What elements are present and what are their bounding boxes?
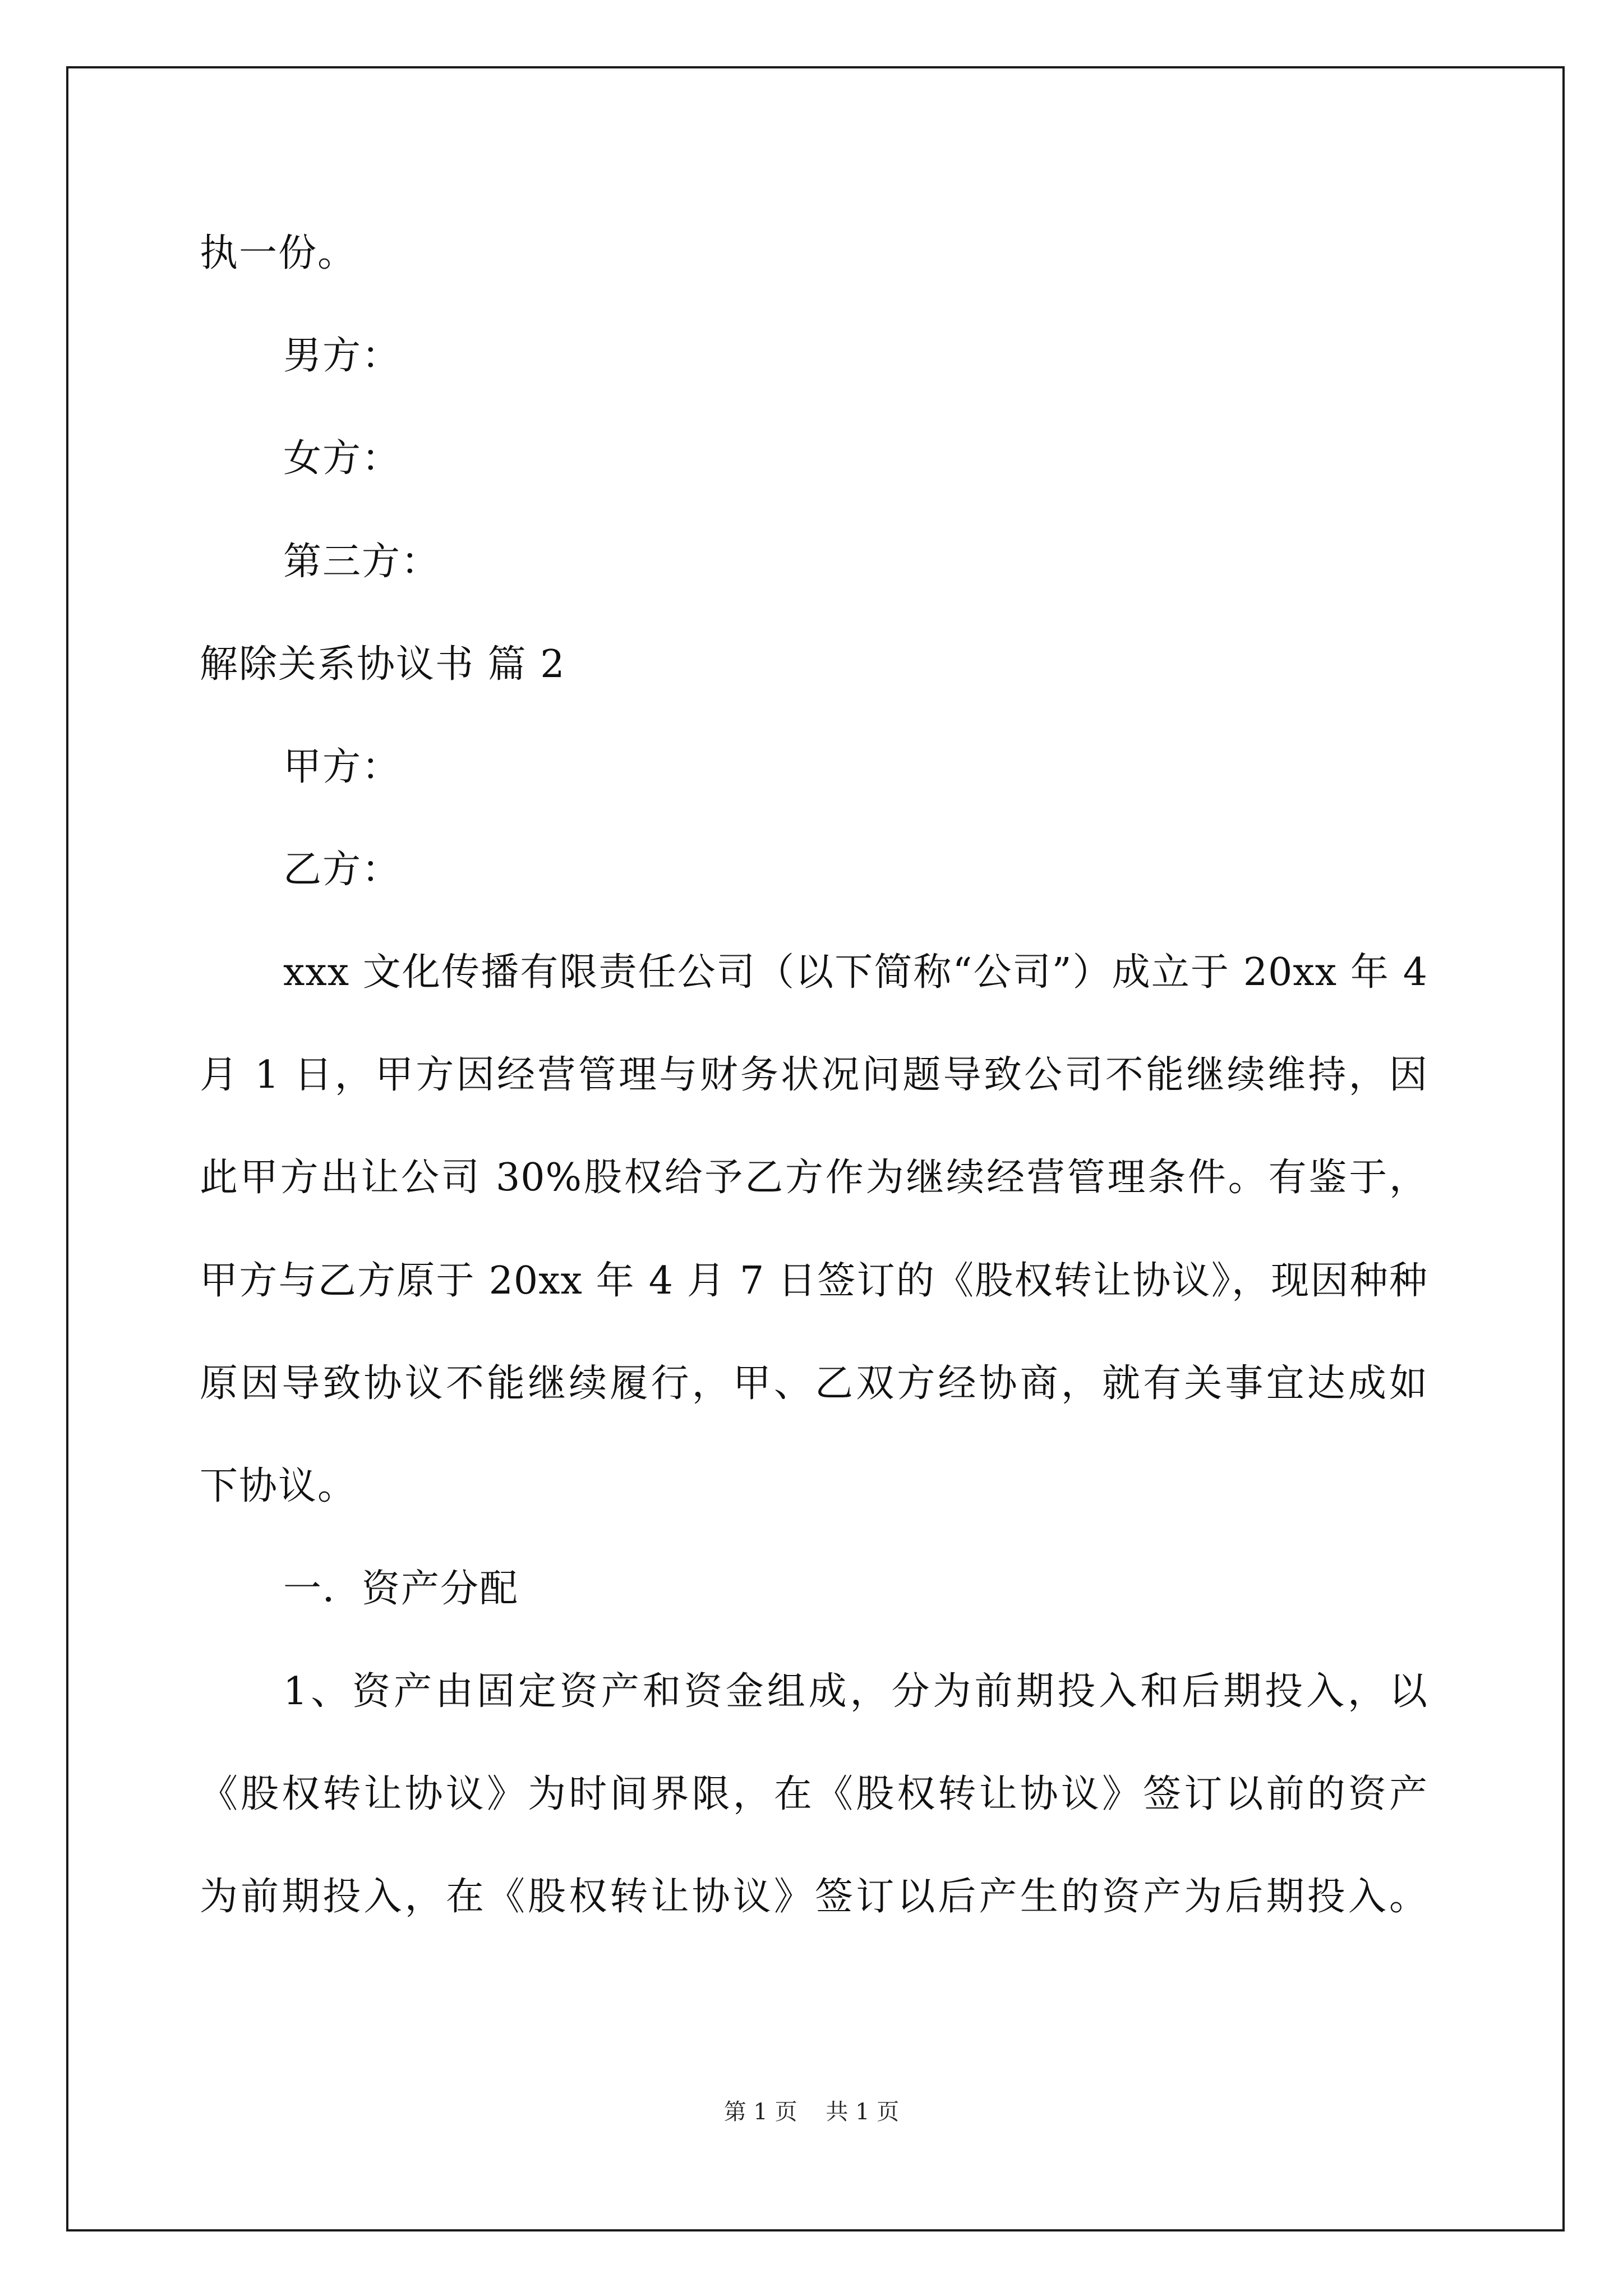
body-paragraph-line: 原因导致协议不能继续履行，甲、乙双方经协商，就有关事宜达成如 <box>200 1361 1428 1406</box>
body-paragraph-line: 月 1 日，甲方因经营管理与财务状况问题导致公司不能继续维持，因 <box>200 1053 1428 1097</box>
body-paragraph-line: 甲方与乙方原于 20xx 年 4 月 7 日签订的《股权转让协议》，现因种种 <box>200 1259 1428 1303</box>
body-paragraph-line: 下协议。 <box>200 1464 357 1508</box>
page-footer: 第 1 页 共 1 页 <box>723 2099 900 2125</box>
party-male-label: 男方： <box>283 334 402 378</box>
party-a-label: 甲方： <box>283 745 402 789</box>
subsection-heading: 一．资产分配 <box>283 1567 519 1611</box>
body-paragraph-line: 此甲方出让公司 30%股权给予乙方作为继续经营管理条件。有鉴于， <box>200 1156 1428 1200</box>
party-b-label: 乙方： <box>283 848 402 892</box>
paragraph-continuation: 执一份。 <box>200 231 357 275</box>
party-third-label: 第三方： <box>283 540 441 584</box>
body-paragraph-line: xxx 文化传播有限责任公司（以下简称“公司”）成立于 20xx 年 4 <box>283 950 1428 995</box>
party-female-label: 女方： <box>283 436 402 481</box>
clause-line: 《股权转让协议》为时间界限，在《股权转让协议》签订以前的资产 <box>200 1772 1428 1816</box>
section-heading: 解除关系协议书 篇 2 <box>200 642 566 687</box>
clause-line: 为前期投入，在《股权转让协议》签订以后产生的资产为后期投入。 <box>200 1875 1428 1919</box>
clause-line: 1、资产由固定资产和资金组成，分为前期投入和后期投入，以 <box>283 1669 1428 1714</box>
